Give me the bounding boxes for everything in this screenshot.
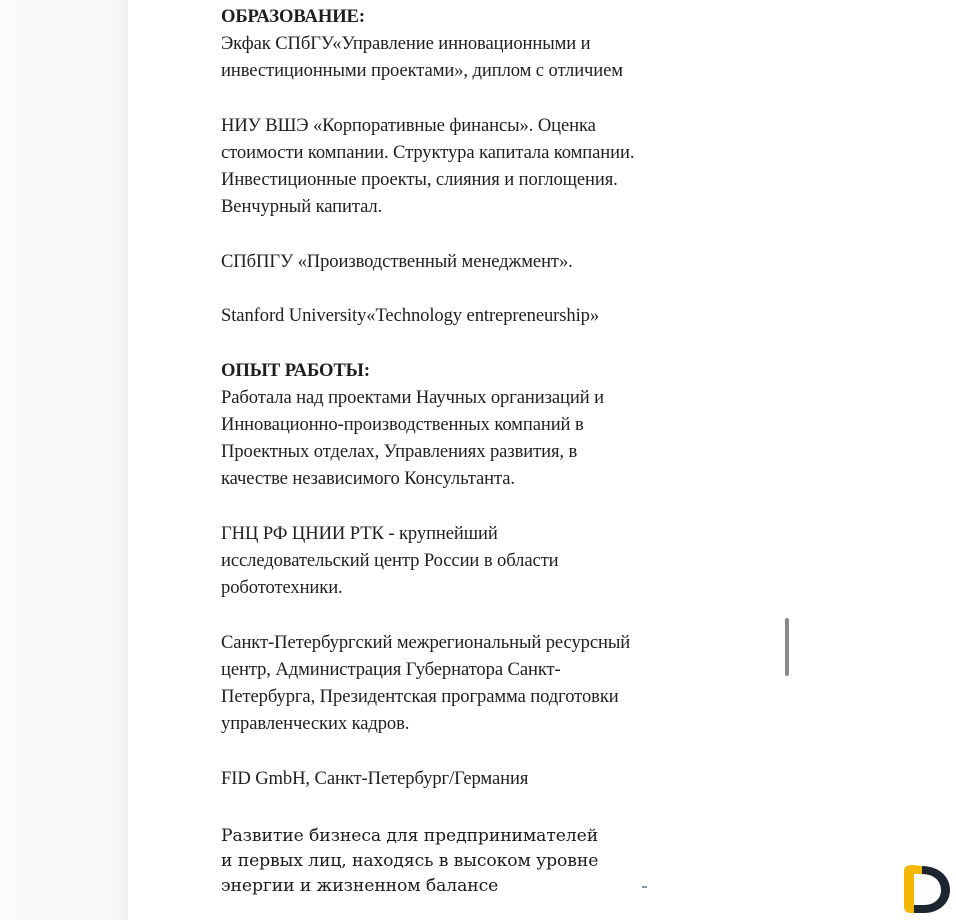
education-entry-2-line-2: стоимости компании. Структура капитала компании. <box>221 142 635 163</box>
education-entry-2-line-4: Венчурный капитал. <box>221 196 383 218</box>
experience-entry-1-line-1: Работала над проектами Научных организаций и <box>221 386 604 408</box>
experience-entry-3-line-4: управленческих кадров. <box>221 713 410 735</box>
education-entry-2-line-1: НИУ ВШЭ «Корпоративные финансы». Оценка <box>221 114 596 136</box>
experience-entry-1-line-4: качестве независимого Консультанта. <box>221 468 515 490</box>
left-margin-edge <box>126 0 128 920</box>
outro-line-3: энергии и жизненном балансе <box>221 875 499 896</box>
experience-entry-2-line-2: исследовательский центр России в области <box>221 549 559 571</box>
experience-entry-4 <box>221 765 721 792</box>
education-entry-1-line-1: Экфак СПбГУ«Управление инновационными и <box>221 33 591 55</box>
left-margin <box>0 0 128 920</box>
experience-entry-2-line-1: ГНЦ РФ ЦНИИ РТК - крупнейший <box>221 522 498 544</box>
education-entry-3-line-1: СПбПГУ «Производственный менеджмент». <box>221 250 573 272</box>
scan-speck <box>642 886 647 888</box>
outro-line-1: Развитие бизнеса для предпринимателей <box>221 825 599 846</box>
education-entry-4-line-1: Stanford University«Technology entrepreneurship» <box>221 305 600 327</box>
experience-entry-3-line-3: Петербурга, Президентская программа подготовки <box>221 685 619 707</box>
education-entry-4 <box>221 302 721 329</box>
experience-entry-2 <box>221 520 721 602</box>
scrollbar-thumb[interactable] <box>785 618 789 676</box>
experience-heading: ОПЫТ РАБОТЫ: <box>221 359 370 381</box>
education-entry-3 <box>221 248 721 275</box>
outro-line-2: и первых лиц, находясь в высоком уровне <box>221 850 599 871</box>
experience-entry-3 <box>221 629 721 738</box>
document-content <box>221 3 721 899</box>
education-heading: ОБРАЗОВАНИЕ: <box>221 6 365 27</box>
experience-entry-1 <box>221 384 721 493</box>
education-entry-1 <box>221 30 721 84</box>
experience-entry-2-line-3: робототехники. <box>221 577 343 599</box>
d-logo-icon <box>902 863 952 915</box>
experience-entry-1-line-3: Проектных отделах, Управлениях развития, в <box>221 441 578 463</box>
education-entry-2 <box>221 112 721 221</box>
education-entry-1-line-2: инвестиционными проектами», диплом с отличием <box>221 60 623 82</box>
education-entry-2-line-3: Инвестиционные проекты, слияния и поглощения. <box>221 169 618 191</box>
experience-entry-4-line-1: FID GmbH, Санкт-Петербург/Германия <box>221 767 529 789</box>
experience-entry-3-line-1: Санкт-Петербургский межрегиональный ресурсный <box>221 631 631 653</box>
experience-entry-1-line-2: Инновационно-производственных компаний в <box>221 413 584 435</box>
experience-entry-3-line-2: центр, Администрация Губернатора Санкт- <box>221 658 561 680</box>
